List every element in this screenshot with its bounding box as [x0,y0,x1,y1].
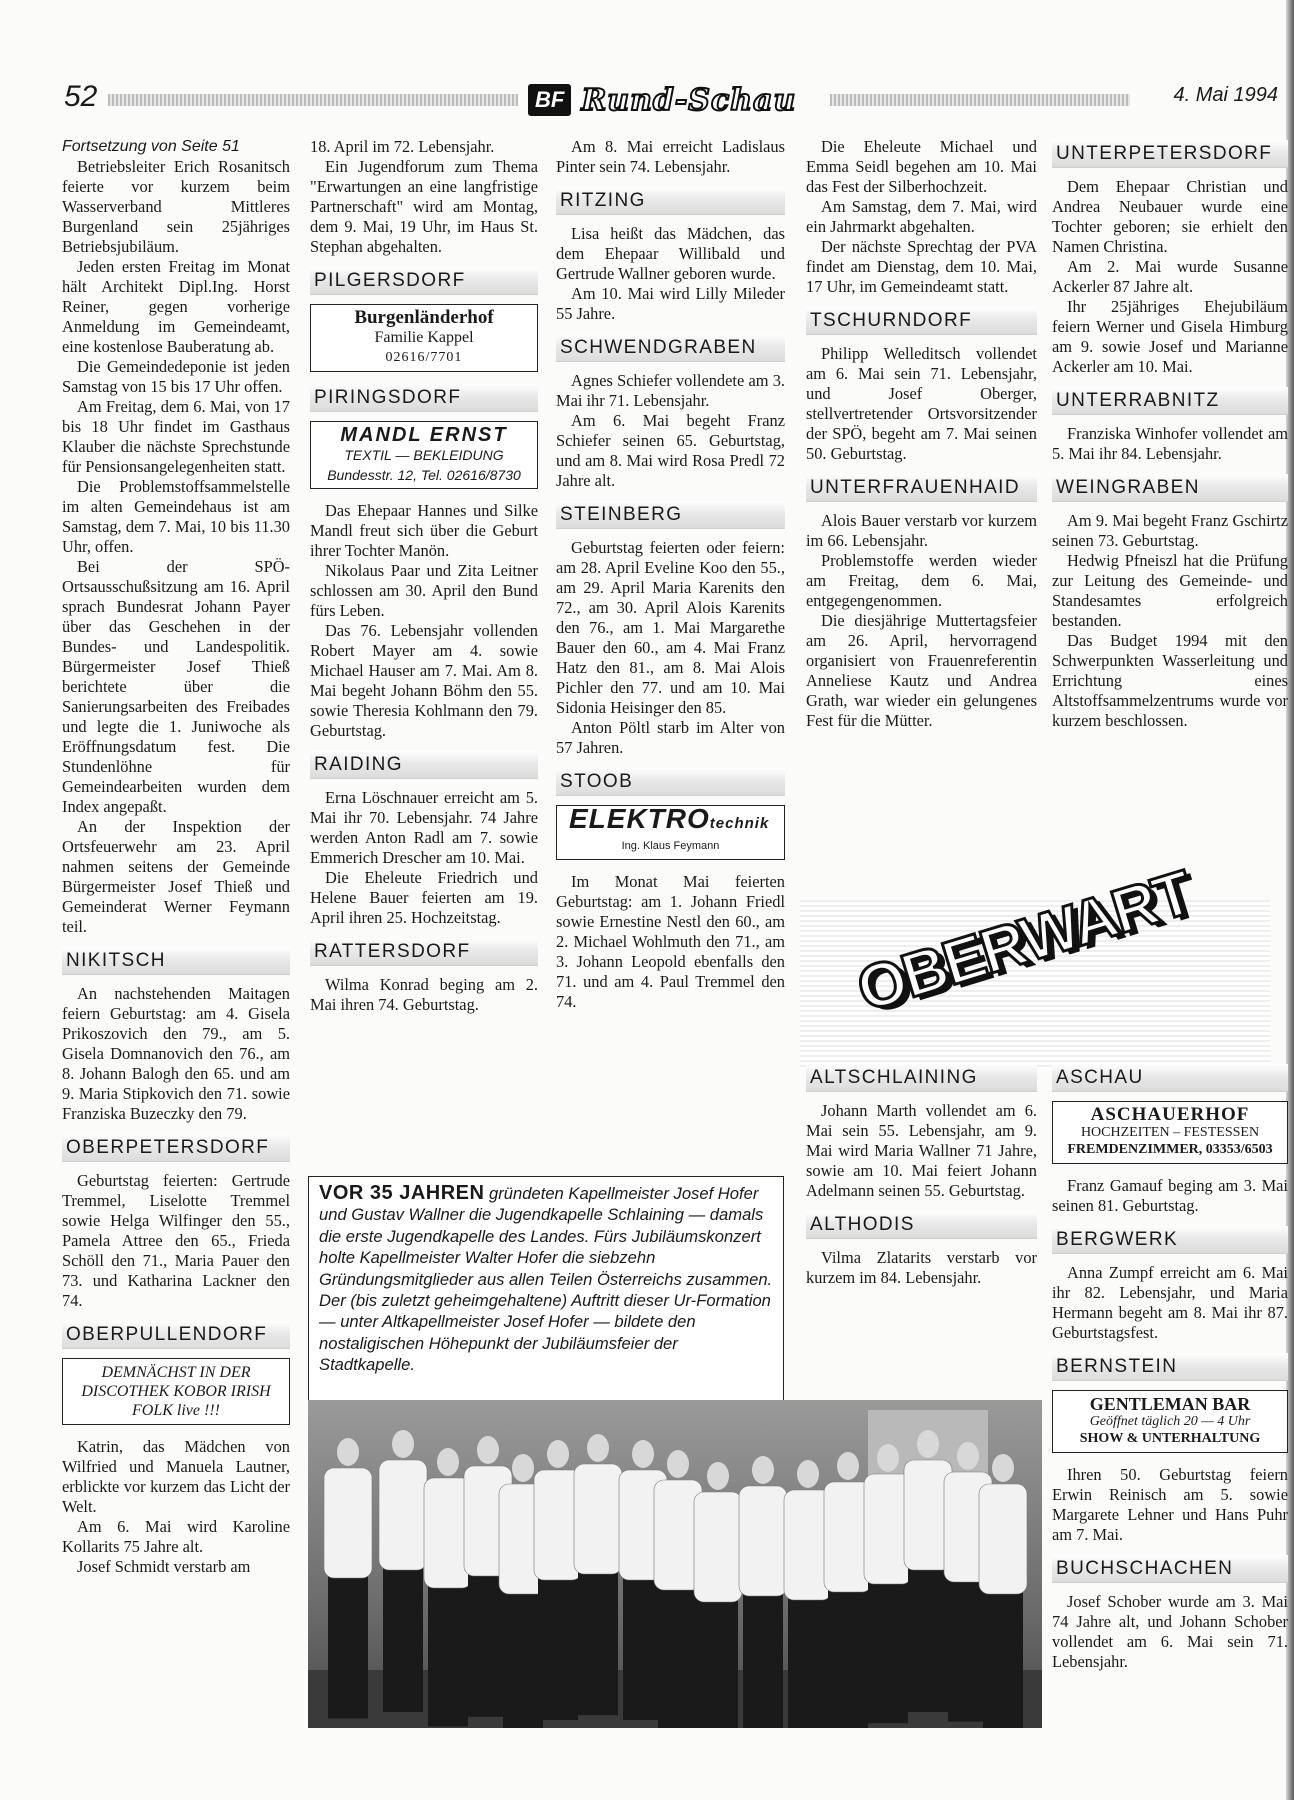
paragraph: Die Gemeindedeponie ist jeden Samstag von 15 bis 17 Uhr offen. [62,357,290,396]
musician-head [547,1440,569,1468]
musician-trousers [698,1600,738,1728]
musician-trousers [658,1588,698,1728]
paragraph: Bei der SPÖ-Ortsausschußsitzung am 16. April sprach Bundesrat Johann Payer über das Geschehen in der Bundes- und Landespolitik. Bürgermeister Josef Thieß berichtete über die Sanierungsarbeiten des Freibades und legte die 1. Juniwoche als Eröffnungsdatum fest. Die Stundenlöhne für Gemeindearbeiten wurden dem Index angepaßt. [62,557,290,816]
column-4 [806,137,1037,731]
paragraph: Ein Jugendforum zum Thema "Erwartungen an eine langfristige Partnerschaft" wird am Montag, dem 9. Mai, 19 Uhr, im Haus St. Stephan abgehalten. [310,157,538,256]
column-3 [556,137,785,1012]
advert-subtitle: Familie Kappel [374,329,474,346]
paragraph: Geburtstag feierten: Gertrude Tremmel, Liselotte Tremmel sowie Helga Wilfinger den 55., Pamela Attree den 65., Frieda Schöll den 71., Maria Pauer den 73. und Katharina Lackner den 74. [62,1171,290,1310]
musician-shirt [574,1464,622,1574]
paragraph: Alois Bauer verstarb vor kurzem im 66. Lebensjahr. [806,511,1037,550]
paragraph: Am 10. Mai wird Lilly Mileder 55 Jahre. [556,284,785,323]
section-heading-altschlaining: ALTSCHLAINING [806,1064,1037,1092]
advert-title: ASCHAUERHOF [1090,1104,1250,1125]
paragraph: Josef Schmidt verstarb am [77,1557,251,1576]
paragraph: Das Ehepaar Hannes und Silke Mandl freut sich über die Geburt ihrer Tochter Manön. [310,501,538,560]
paragraph: Vilma Zlatarits verstarb vor kurzem im 84. Lebensjahr. [806,1248,1037,1287]
advert-title-script: technik [709,815,770,832]
musician-head [667,1450,689,1478]
paragraph: Ihren 50. Geburtstag feiern Erwin Reinisch am 5. sowie Margarete Lehner und Hans Puhr am 7. Mai. [1052,1465,1288,1544]
paragraph: Dem Ehepaar Christian und Andrea Neubauer wurde eine Tochter geboren; sie erhielt den Namen Christina. [1052,177,1288,256]
section-heading-aschau: ASCHAU [1052,1064,1288,1092]
paragraph: Erna Löschnauer erreicht am 5. Mai ihr 70. Lebensjahr. 74 Jahre werden Anton Radl am 7. sowie Emmerich Drescher am 10. Mai. [310,788,538,867]
paragraph: Am 9. Mai begeht Franz Gschirtz seinen 73. Geburtstag. [1052,511,1288,550]
advert-subtitle: Ing. Klaus Feymann [621,840,720,852]
paragraph: Nikolaus Paar und Zita Leitner schlossen am 30. April den Bund fürs Leben. [310,561,538,620]
continuation-note: Fortsetzung von Seite 51 [62,138,240,155]
musician-head [337,1438,359,1466]
boxed-story-lead: VOR 35 JAHREN [319,1182,485,1204]
logo-title: Rund-Schau [581,82,797,118]
paragraph: Das 76. Lebensjahr vollenden Robert Mayer am 4. sowie Michael Hauser am 7. Mai. Am 8. Mai begeht Johann Böhm den 55. sowie Theresia Kohlmann den 79. Geburtstag. [310,621,538,740]
musician-shirt [979,1484,1027,1594]
musician-figure [694,1462,742,1728]
musician-head [797,1460,819,1488]
paragraph: Philipp Welleditsch vollendet am 6. Mai sein 71. Lebensjahr, und Josef Oberger, stellvertretender Ortsvorsitzender der SPÖ, begeht am 7. Mai seinen 50. Geburtstag. [806,344,1037,463]
paragraph: Am Samstag, dem 7. Mai, wird ein Jahrmarkt abgehalten. [806,197,1037,236]
section-heading-oberpullendorf: OBERPULLENDORF [62,1321,290,1349]
musician-trousers [828,1590,868,1728]
column-1 [62,137,290,1577]
musician-head [917,1430,939,1458]
musician-shirt [694,1492,742,1602]
advert-mandl-ernst [310,421,538,489]
section-heading-steinberg: STEINBERG [556,501,785,529]
paragraph: Hedwig Pfneiszl hat die Prüfung zur Leitung des Gemeinde- und Standesamtes erfolgreich bestanden. [1052,551,1288,630]
advert-phone: 02616/7701 [385,350,463,365]
paragraph: 18. April im 72. Lebensjahr. [310,137,495,156]
section-heading-unterfrauenhaid: UNTERFRAUENHAID [806,474,1037,502]
paragraph: Anton Pöltl starb im Alter von 57 Jahren. [556,718,785,757]
paragraph: Die Eheleute Michael und Emma Seidl begehen am 10. Mai das Fest der Silberhochzeit. [806,137,1037,196]
musician-head [392,1430,414,1458]
musician-trousers [743,1594,783,1728]
musician-shirt [379,1460,427,1570]
section-heading-unterpetersdorf: UNTERPETERSDORF [1052,140,1288,168]
section-heading-althodis: ALTHODIS [806,1211,1037,1239]
musician-head [957,1442,979,1470]
musician-head [477,1436,499,1464]
paragraph: An der Inspektion der Ortsfeuerwehr am 23. April nahmen seitens der Gemeinde Bürgermeister Josef Thieß und Gemeinderat Werner Feymann teil. [62,817,290,936]
musician-head [512,1454,534,1482]
musician-figure [979,1454,1027,1728]
advert-subtitle: HOCHZEITEN – FESTESSEN [1080,1125,1260,1140]
boxed-story-kapelle [308,1176,784,1404]
advert-burgenlaenderhof [310,304,538,372]
musician-trousers [983,1592,1023,1728]
advert-title: MANDL ERNST [340,424,508,446]
paragraph: Am Freitag, dem 6. Mai, von 17 bis 18 Uhr findet im Gasthaus Klauber die nächste Sprechstunde für Pensionsangelegenheiten statt. [62,397,290,476]
advert-hours: Geöffnet täglich 20 — 4 Uhr [1089,1414,1251,1429]
column-2 [310,137,538,1015]
paragraph: Franziska Winhofer vollendet am 5. Mai ihr 84. Lebensjahr. [1052,424,1288,463]
musician-figure [379,1430,427,1712]
musician-head [587,1434,609,1462]
section-heading-ritzing: RITZING [556,187,785,215]
paragraph: Ihr 25jähriges Ehejubiläum feiern Werner und Gisela Himburg am 9. sowie Josef und Marianne Ackerler am 10. Mai. [1052,297,1288,376]
boxed-story-text: gründeten Kapellmeister Josef Hofer und Gustav Wallner die Jugendkapelle Schlaining — damals die erste Jugendkapelle des Landes. Fürs Jubiläumskonzert holte Kapellmeister Walter Hofer die siebzehn Gründungsmitglieder aus allen Teilen Österreichs zusammen. Der (bis zuletzt geheimgehaltene) Auftritt dieser Ur-Formation — unter Altkapellmeister Josef Hofer — bildete den nostaligischen Höhepunkt der Jubiläumsfeier der Stadtkapelle. [319,1184,773,1375]
section-heading-piringsdorf: PIRINGSDORF [310,384,538,412]
advert-phone: FREMDENZIMMER, 03353/6503 [1067,1142,1273,1157]
advert-gentleman-bar [1052,1390,1288,1453]
section-heading-bernstein: BERNSTEIN [1052,1353,1288,1381]
paragraph: Am 6. Mai wird Karoline Kollarits 75 Jahre alt. [62,1517,290,1556]
advert-aschauerhof [1052,1101,1288,1164]
musician-head [877,1444,899,1472]
section-heading-stoob: STOOB [556,768,785,796]
advert-subtitle: TEXTIL — BEKLEIDUNG [344,447,504,463]
musician-figure [574,1434,622,1715]
section-heading-raiding: RAIDING [310,751,538,779]
paragraph: Wilma Konrad beging am 2. Mai ihren 74. Geburtstag. [310,975,538,1014]
paragraph: Geburtstag feierten oder feiern: am 28. April Eveline Koo den 55., am 29. April Maria Karenits den 72., am 30. April Alois Karenits den 76., am 1. Mai Margarethe Bauer den 60., am 4. Mai Franz Hatz den 81., am 8. Mai Alois Pichler den 77. und am 10. Mai Sidonia Heisinger den 85. [556,538,785,717]
section-heading-rattersdorf: RATTERSDORF [310,938,538,966]
musician-head [752,1456,774,1484]
advert-address: Bundesstr. 12, Tel. 02616/8730 [327,467,521,483]
paragraph: Agnes Schiefer vollendete am 3. Mai ihr 71. Lebensjahr. [556,371,785,410]
advert-title: Burgenländerhof [354,307,494,328]
paragraph: Jeden ersten Freitag im Monat hält Architekt Dipl.Ing. Horst Reiner, gegen vorherige Anmeldung im Gemeindeamt, eine kostenlose Bauberatung ab. [62,257,290,356]
section-heading-schwendgraben: SCHWENDGRABEN [556,334,785,362]
section-heading-pilgersdorf: PILGERSDORF [310,267,538,295]
paragraph: Katrin, das Mädchen von Wilfried und Manuela Lautner, erblickte vor kurzem das Licht der Welt. [62,1437,290,1516]
band-photo [308,1400,1042,1728]
paragraph: Der nächste Sprechtag der PVA findet am Dienstag, dem 10. Mai, 17 Uhr, im Gemeindeamt statt. [806,237,1037,296]
issue-date: 4. Mai 1994 [1173,84,1278,106]
paragraph: Lisa heißt das Mädchen, das dem Ehepaar Willibald und Gertrude Wallner geboren wurde. [556,224,785,283]
masthead-logo [528,80,796,120]
paragraph: Franz Gamauf beging am 3. Mai seinen 81. Geburtstag. [1052,1176,1288,1215]
musician-trousers [503,1592,543,1728]
musician-head [992,1454,1014,1482]
logo-mark: BF [528,84,571,116]
section-heading-unterrabnitz: UNTERRABNITZ [1052,387,1288,415]
paragraph: Johann Marth vollendet am 6. Mai sein 55. Lebensjahr, am 9. Mai wird Maria Wallner 71 Jahre, sowie am 10. Mai feiert Johann Adelmann seinen 55. Geburtstag. [806,1101,1037,1200]
section-heading-tschurndorf: TSCHURNDORF [806,307,1037,335]
column-5-lower [1052,1064,1288,1672]
section-heading-weingraben: WEINGRABEN [1052,474,1288,502]
musician-trousers [328,1576,368,1718]
page-number: 52 [64,80,98,113]
musician-trousers [948,1580,988,1722]
section-heading-bergwerk: BERGWERK [1052,1226,1288,1254]
advert-title-main: ELEKTRO [569,803,710,834]
paragraph: Anna Zumpf erreicht am 6. Mai ihr 82. Lebensjahr, und Maria Hermann begeht am 8. Mai ihr 87. Geburtstagsfest. [1052,1263,1288,1342]
paragraph: Am 6. Mai begeht Franz Schiefer seinen 65. Geburtstag, und am 8. Mai wird Rosa Predl 72 Jahre alt. [556,411,785,490]
musician-trousers [578,1572,618,1715]
paragraph: An nachstehenden Maitagen feiern Geburtstag: am 4. Gisela Prikoszovich den 79., am 5. Gisela Domnanovich den 76., am 8. Johann Balogh den 65. und am 9. Maria Stipkovich den 71. sowie Franziska Buzeczky den 79. [62,984,290,1123]
musician-trousers [468,1574,508,1717]
paragraph: Die Eheleute Friedrich und Helene Bauer feierten am 19. April ihren 25. Hochzeitstag. [310,868,538,927]
musician-trousers [383,1568,423,1712]
advert-elektrotechnik [556,805,785,860]
oberwart-banner: OBERWART [849,858,1200,1026]
column-5 [1052,140,1288,731]
paragraph: Am 2. Mai wurde Susanne Ackerler 87 Jahre alt. [1052,257,1288,296]
section-heading-oberpetersdorf: OBERPETERSDORF [62,1134,290,1162]
paragraph: Die diesjährige Muttertagsfeier am 26. April, hervorragend organisiert von Frauenreferentin Anneliese Kautz und Andrea Grath, war wieder ein gelungenes Fest für die Mütter. [806,611,1037,730]
musician-head [437,1448,459,1476]
musician-trousers [623,1578,663,1720]
advert-title: GENTLEMAN BAR [1089,1394,1251,1414]
header-rule-right [830,94,1130,106]
paragraph: Problemstoffe werden wieder am Freitag, dem 6. Mai, entgegengenommen. [806,551,1037,610]
paragraph: Betriebsleiter Erich Rosanitsch feierte vor kurzem beim Wasserverband Mittleres Burgenland sein 25jähriges Betriebsjubiläum. [62,157,290,256]
musician-trousers [868,1582,908,1723]
musician-trousers [428,1586,468,1726]
paragraph: Die Problemstoffsammelstelle im alten Gemeindehaus ist am Samstag, dem 7. Mai, 10 bis 11.30 Uhr, offen. [62,477,290,556]
musician-trousers [908,1568,948,1712]
musician-shirt [324,1468,372,1578]
advert-subtitle: SHOW & UNTERHALTUNG [1079,1431,1261,1446]
page-header [60,80,1288,120]
musician-trousers [538,1578,578,1720]
musician-trousers [788,1598,828,1728]
column-4-lower [806,1064,1037,1288]
section-heading-nikitsch: NIKITSCH [62,947,290,975]
advert-discothek-kobor: DEMNÄCHST IN DER DISCOTHEK KOBOR IRISH FOLK live !!! [62,1358,290,1425]
musician-head [632,1440,654,1468]
musician-figure [739,1456,787,1728]
paragraph: Im Monat Mai feierten Geburtstag: am 1. Johann Friedl sowie Ernestine Nestl den 60., am 2. Michael Wohlmuth den 71., am 3. Johann Leopold ebenfalls den 71. und am 4. Paul Tremmel den 74. [556,872,785,1011]
paragraph: Am 8. Mai erreicht Ladislaus Pinter sein 74. Lebensjahr. [556,137,785,176]
musician-figure [324,1438,372,1718]
paragraph: Josef Schober wurde am 3. Mai 74 Jahre alt, und Johann Schober vollendet am 6. Mai sein 71. Lebensjahr. [1052,1592,1288,1671]
musician-head [837,1452,859,1480]
musician-shirt [739,1486,787,1596]
section-heading-buchschachen: BUCHSCHACHEN [1052,1555,1288,1583]
header-rule-left [108,94,518,106]
advert-title [561,803,780,834]
paragraph: Das Budget 1994 mit den Schwerpunkten Wasserleitung und Errichtung eines Altstoffsammelzentrums wurde vor kurzem beschlossen. [1052,631,1288,730]
musician-head [707,1462,729,1490]
